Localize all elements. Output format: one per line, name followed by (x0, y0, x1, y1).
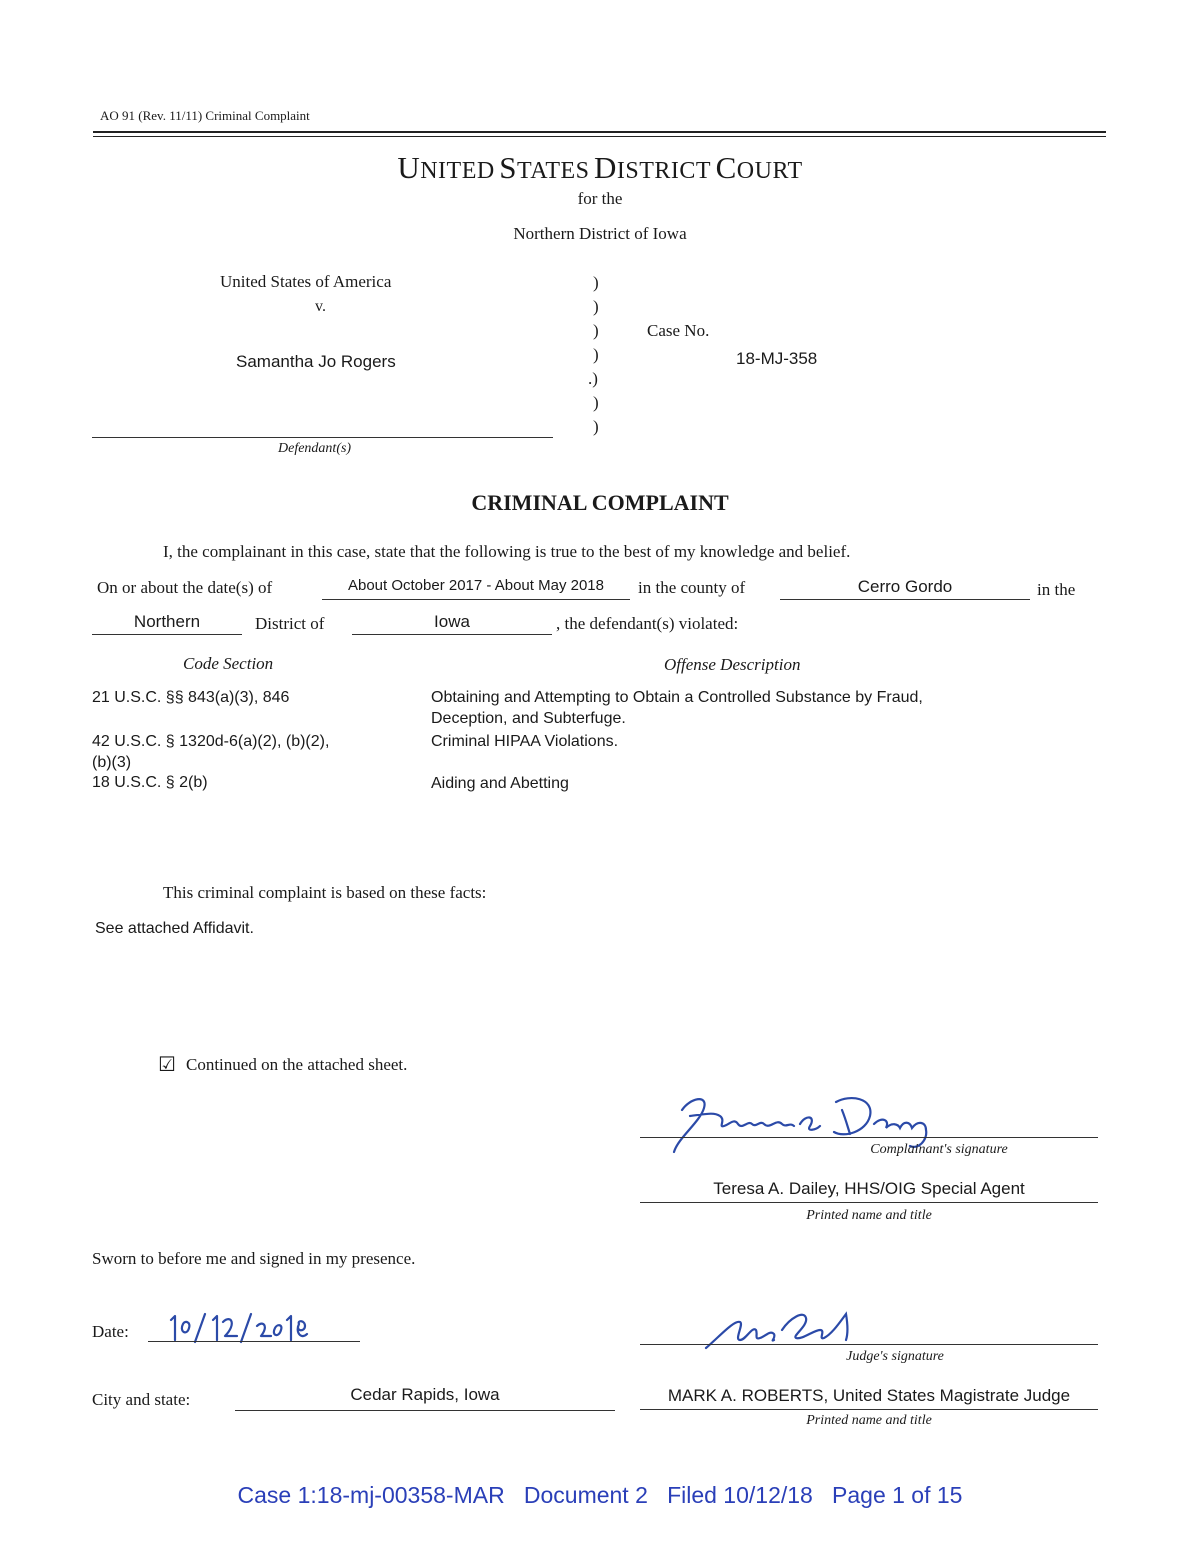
caption-paren: ) (593, 273, 599, 292)
complainant-statement: I, the complainant in this case, state that the following is true to the best of my knowledge and belief. (163, 542, 851, 561)
stamp-page: Page 1 of 15 (832, 1482, 963, 1508)
caption-paren: ) (593, 345, 599, 364)
handwritten-date-icon (165, 1306, 325, 1346)
city-state: Cedar Rapids, Iowa (350, 1385, 500, 1404)
for-the: for the (577, 189, 623, 208)
offense-description: Obtaining and Attempting to Obtain a Controlled Substance by Fraud, (431, 689, 923, 706)
complainant-printed-rule (640, 1202, 1098, 1203)
defendant-rule (92, 437, 553, 438)
caption-paren: ) (593, 297, 599, 316)
form-id: AO 91 (Rev. 11/11) Criminal Complaint (100, 108, 310, 123)
versus: v. (315, 298, 326, 315)
caption-paren: ) (593, 417, 599, 436)
judge-signature-label: Judge's signature (846, 1349, 944, 1364)
facts-text: See attached Affidavit. (95, 920, 254, 937)
dates-prefix: On or about the date(s) of (97, 578, 273, 597)
facts-intro: This criminal complaint is based on these facts: (163, 883, 487, 902)
code-section: 21 U.S.C. §§ 843(a)(3), 846 (92, 689, 290, 706)
code-section-cont: (b)(3) (92, 754, 132, 771)
case-filing-stamp (0, 1482, 1200, 1509)
top-rule (93, 131, 1106, 133)
caption-paren: .) (588, 369, 598, 388)
state-rule (352, 634, 552, 635)
district-state: Iowa (434, 612, 470, 631)
defendant-name: Samantha Jo Rogers (236, 352, 396, 371)
county-rule (780, 599, 1030, 600)
court-title: UNITED STATES DISTRICT COURT (397, 150, 803, 185)
stamp-case: Case 1:18-mj-00358-MAR (237, 1482, 505, 1508)
offense-dates: About October 2017 - About May 2018 (347, 577, 604, 594)
region-rule (92, 634, 242, 635)
defendant-violated: , the defendant(s) violated: (556, 614, 739, 633)
dates-rule (322, 599, 630, 600)
continued-checkbox-icon: ☑ (158, 1052, 176, 1076)
offense-description: Criminal HIPAA Violations. (431, 733, 619, 750)
stamp-document: Document 2 (523, 1482, 648, 1508)
complainant-printed-label: Printed name and title (806, 1208, 932, 1223)
case-no-label: Case No. (647, 321, 710, 340)
offense-description: Aiding and Abetting (431, 775, 569, 792)
judge-printed-name: MARK A. ROBERTS, United States Magistrate Judge (667, 1386, 1071, 1405)
top-rule-thin (93, 136, 1106, 137)
district-region: Northern (133, 612, 201, 631)
code-section-header: Code Section (183, 654, 274, 673)
dates-mid: in the county of (638, 578, 746, 597)
caption-paren: ) (593, 321, 599, 340)
case-number: 18-MJ-358 (736, 349, 818, 368)
court-district: Northern District of Iowa (513, 224, 687, 243)
city-state-label: City and state: (92, 1390, 191, 1409)
continued-label: Continued on the attached sheet. (186, 1055, 408, 1074)
caption-paren: ) (593, 393, 599, 412)
plaintiff-name: United States of America (220, 272, 392, 291)
date-label: Date: (92, 1322, 129, 1341)
district-of: District of (255, 614, 325, 633)
dates-suffix: in the (1037, 580, 1076, 599)
defendant-label: Defendant(s) (278, 441, 352, 456)
complainant-printed-name: Teresa A. Dailey, HHS/OIG Special Agent (713, 1179, 1025, 1198)
city-state-rule (235, 1410, 615, 1411)
offense-description-cont: Deception, and Subterfuge. (431, 710, 626, 727)
date-rule (148, 1341, 360, 1342)
judge-signature-rule (640, 1344, 1098, 1345)
sworn-statement: Sworn to before me and signed in my presence. (92, 1249, 416, 1268)
code-section: 42 U.S.C. § 1320d-6(a)(2), (b)(2), (92, 733, 330, 750)
complaint-heading: CRIMINAL COMPLAINT (471, 490, 729, 515)
complainant-signature-rule (640, 1137, 1098, 1138)
county-name: Cerro Gordo (857, 577, 953, 596)
complainant-signature-label: Complainant's signature (870, 1142, 1008, 1157)
offense-description-header: Offense Description (664, 655, 801, 674)
judge-printed-rule (640, 1409, 1098, 1410)
stamp-filed: Filed 10/12/18 (667, 1482, 813, 1508)
judge-printed-label: Printed name and title (806, 1413, 932, 1428)
code-section: 18 U.S.C. § 2(b) (92, 774, 208, 791)
